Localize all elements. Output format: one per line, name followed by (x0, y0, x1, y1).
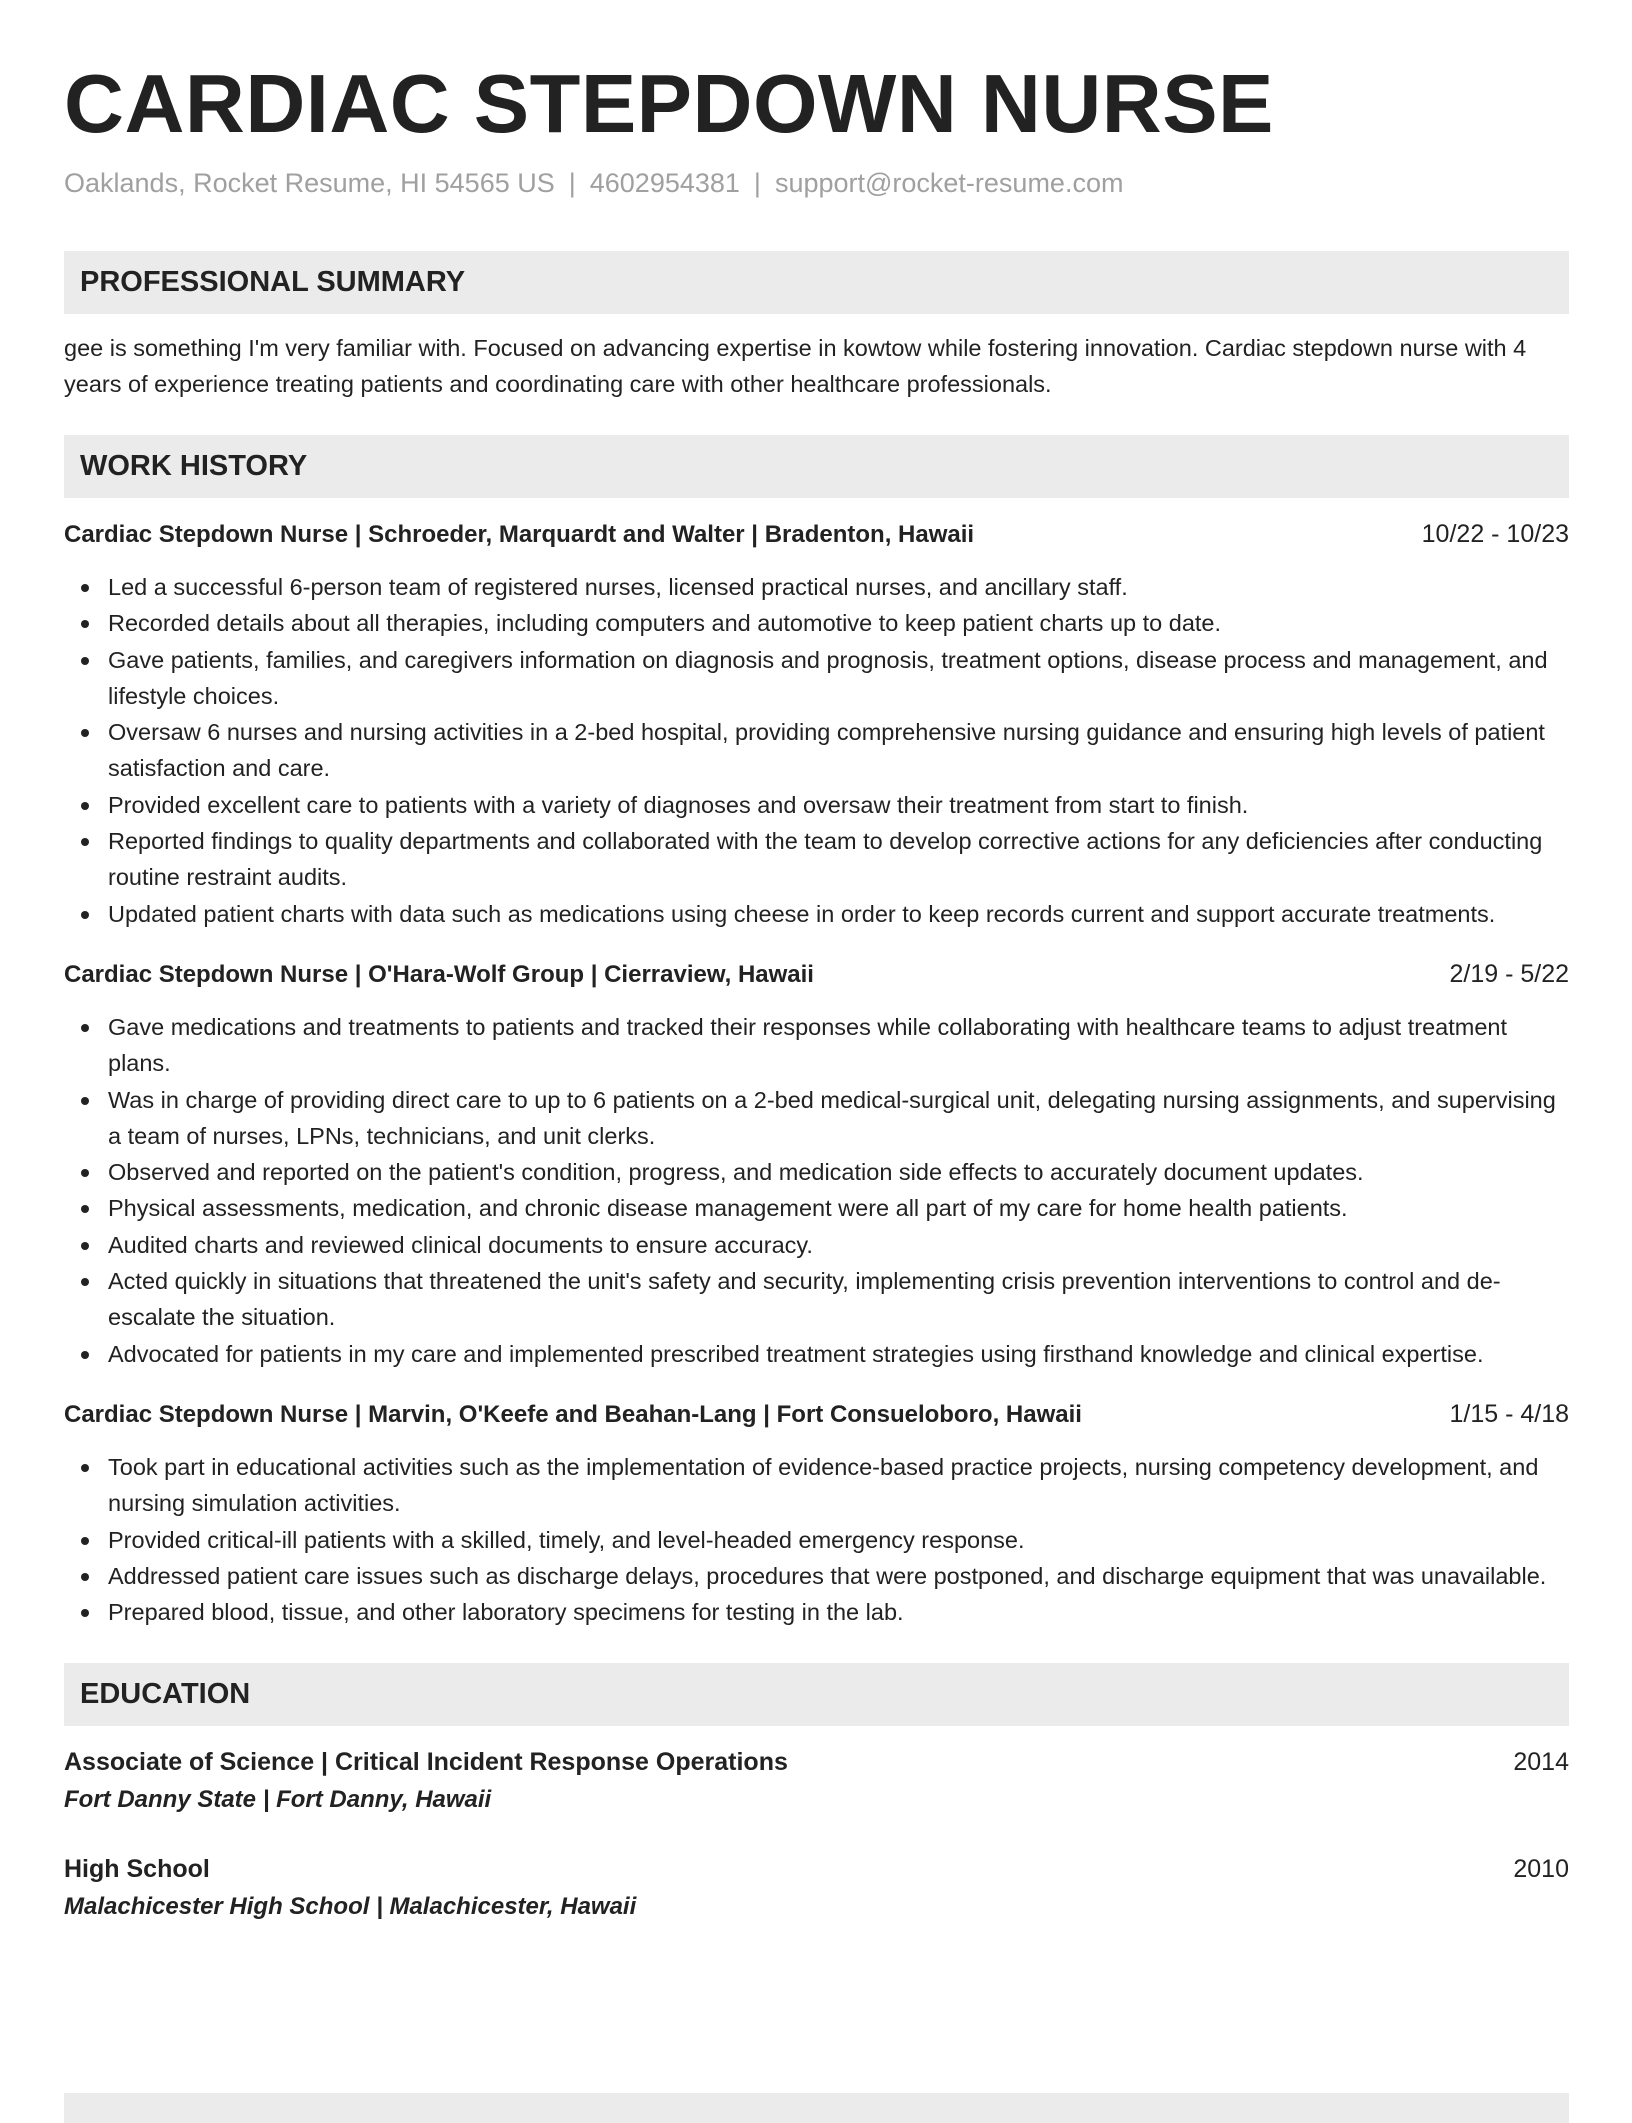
job-title: Cardiac Stepdown Nurse | Marvin, O'Keefe and Beahan-Lang | Fort Consueloboro, Hawaii (64, 1400, 1082, 1428)
job-entry (64, 516, 1569, 932)
job-bullets (64, 1009, 1569, 1372)
contact-address: Oaklands, Rocket Resume, HI 54565 US (64, 168, 555, 198)
job-bullet: Provided excellent care to patients with a variety of diagnoses and oversaw their treatment from start to finish. (108, 787, 1569, 823)
job-dates: 1/15 - 4/18 (1449, 1399, 1569, 1428)
resume-title: CARDIAC STEPDOWN NURSE (64, 57, 1274, 150)
education-school: Fort Danny State | Fort Danny, Hawaii (64, 1786, 492, 1814)
job-bullets (64, 569, 1569, 932)
job-bullets (64, 1449, 1569, 1630)
education-header (64, 1744, 1569, 1780)
job-bullet: Was in charge of providing direct care to up to 6 patients on a 2-bed medical-surgical unit, delegating nursing assignments, and supervising a team of nurses, LPNs, technicians, and unit clerks. (108, 1082, 1569, 1155)
job-bullet: Gave medications and treatments to patients and tracked their responses while collaborating with healthcare teams to adjust treatment plans. (108, 1009, 1569, 1082)
job-bullet: Took part in educational activities such as the implementation of evidence-based practice projects, nursing competency development, and nursing simulation activities. (108, 1449, 1569, 1522)
contact-email: support@rocket-resume.com (774, 168, 1124, 198)
contact-separator: | (568, 168, 576, 198)
education-header (64, 1851, 1569, 1887)
job-bullet: Reported findings to quality departments and collaborated with the team to develop corrective actions for any deficiencies after conducting routine restraint audits. (108, 823, 1569, 896)
summary-text: gee is something I'm very familiar with. Focused on advancing expertise in kowtow while fostering innovation. Cardiac stepdown nurse with 4 years of experience treating patients and coordinating care with other healthcare professionals. (64, 335, 1527, 397)
contact-phone: 4602954381 (589, 168, 740, 198)
job-bullet: Acted quickly in situations that threatened the unit's safety and security, implementing crisis prevention interventions to control and de-escalate the situation. (108, 1263, 1569, 1336)
job-bullet: Gave patients, families, and caregivers information on diagnosis and prognosis, treatment options, disease process and management, and lifestyle choices. (108, 642, 1569, 715)
education-degree: Associate of Science | Critical Incident Response Operations (64, 1748, 788, 1777)
section-header-work-history: WORK HISTORY (64, 435, 1569, 498)
section-header-summary: PROFESSIONAL SUMMARY (64, 251, 1569, 314)
job-bullet: Observed and reported on the patient's condition, progress, and medication side effects to accurately document updates. (108, 1154, 1569, 1190)
job-bullet: Provided critical-ill patients with a skilled, timely, and level-headed emergency response. (108, 1522, 1569, 1558)
job-title: Cardiac Stepdown Nurse | Schroeder, Marquardt and Walter | Bradenton, Hawaii (64, 521, 975, 548)
education-degree: High School (64, 1855, 210, 1884)
education-entry (64, 1744, 1569, 1818)
job-title: Cardiac Stepdown Nurse | O'Hara-Wolf Group | Cierraview, Hawaii (64, 960, 814, 988)
job-bullet: Physical assessments, medication, and chronic disease management were all part of my care for home health patients. (108, 1190, 1569, 1226)
job-bullet: Audited charts and reviewed clinical documents to ensure accuracy. (108, 1227, 1569, 1263)
job-bullet: Updated patient charts with data such as medications using cheese in order to keep records current and support accurate treatments. (108, 896, 1569, 932)
education-entry (64, 1851, 1569, 1925)
job-bullet: Led a successful 6-person team of registered nurses, licensed practical nurses, and ancillary staff. (108, 569, 1569, 605)
job-header (64, 956, 1569, 993)
job-header (64, 1396, 1569, 1433)
job-bullet: Oversaw 6 nurses and nursing activities in a 2-bed hospital, providing comprehensive nursing guidance and ensuring high levels of patient satisfaction and care. (108, 714, 1569, 787)
contact-line (64, 166, 1569, 200)
job-bullet: Prepared blood, tissue, and other laboratory specimens for testing in the lab. (108, 1594, 1569, 1630)
contact-separator: | (753, 168, 761, 198)
job-bullet: Advocated for patients in my care and implemented prescribed treatment strategies using firsthand knowledge and clinical expertise. (108, 1336, 1569, 1372)
job-dates: 2/19 - 5/22 (1449, 959, 1569, 988)
education-school: Malachicester High School | Malachicester, Hawaii (64, 1893, 637, 1921)
job-bullet: Addressed patient care issues such as discharge delays, procedures that were postponed, and discharge equipment that was unavailable. (108, 1558, 1569, 1594)
education-year: 2014 (1513, 1748, 1569, 1777)
job-header (64, 516, 1569, 553)
job-bullet: Recorded details about all therapies, including computers and automotive to keep patient charts up to date. (108, 605, 1569, 641)
education-year: 2010 (1513, 1855, 1569, 1884)
job-entry (64, 956, 1569, 1372)
next-section-header-bar (64, 2093, 1569, 2123)
section-header-education: EDUCATION (64, 1663, 1569, 1726)
job-dates: 10/22 - 10/23 (1421, 520, 1569, 548)
job-entry (64, 1396, 1569, 1630)
